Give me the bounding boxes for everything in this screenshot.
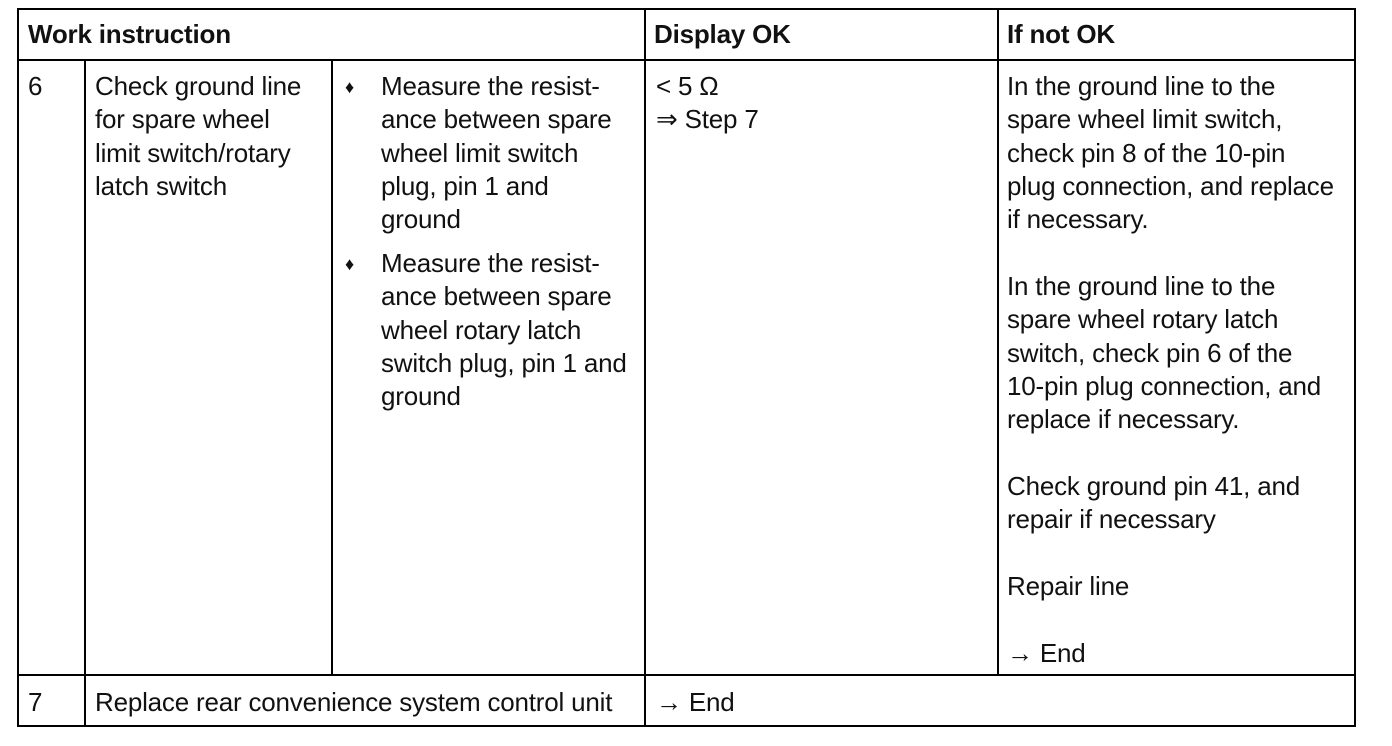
bullet-diamond-icon: ♦: [345, 254, 354, 274]
title-column-divider: [331, 61, 333, 674]
step-column-divider: [84, 61, 86, 725]
if-not-ok-column-divider: [997, 10, 999, 674]
bullet-item: Measure the resist- ance between spare wheel limit switch plug, pin 1 and ground: [381, 71, 612, 235]
step-title: Check ground line for spare wheel limit switch/rotary latch switch: [95, 71, 302, 201]
if-not-ok-end: → End: [1007, 638, 1086, 668]
if-not-ok-paragraph: In the ground line to the spare wheel rotary latch switch, check pin 6 of the 10-pin plug connection, and replace if necessary.: [1007, 271, 1322, 435]
step-title: Replace rear convenience system control unit: [95, 687, 613, 717]
if-not-ok-paragraph: In the ground line to the spare wheel limit switch, check pin 8 of the 10-pin plug connection, and replace if necessary.: [1007, 71, 1334, 235]
work-instruction-table: [17, 8, 1356, 727]
header-if-not-ok: If not OK: [1007, 19, 1115, 49]
step-number: 7: [28, 687, 43, 717]
bullet-item: Measure the resist- ance between spare wheel rotary latch switch plug, pin 1 and ground: [381, 248, 627, 412]
step-number: 6: [28, 71, 43, 101]
if-not-ok-paragraph: Repair line: [1007, 571, 1130, 601]
header-divider: [19, 59, 1354, 61]
bullet-diamond-icon: ♦: [345, 77, 354, 97]
display-ok-value: → End: [656, 687, 735, 717]
row-divider: [19, 674, 1354, 676]
header-display-ok: Display OK: [654, 19, 791, 49]
display-ok-value: < 5 Ω ⇒ Step 7: [656, 71, 759, 135]
header-work-instruction: Work instruction: [28, 19, 231, 49]
display-ok-column-divider: [644, 10, 646, 725]
if-not-ok-paragraph: Check ground pin 41, and repair if necessary: [1007, 471, 1300, 535]
